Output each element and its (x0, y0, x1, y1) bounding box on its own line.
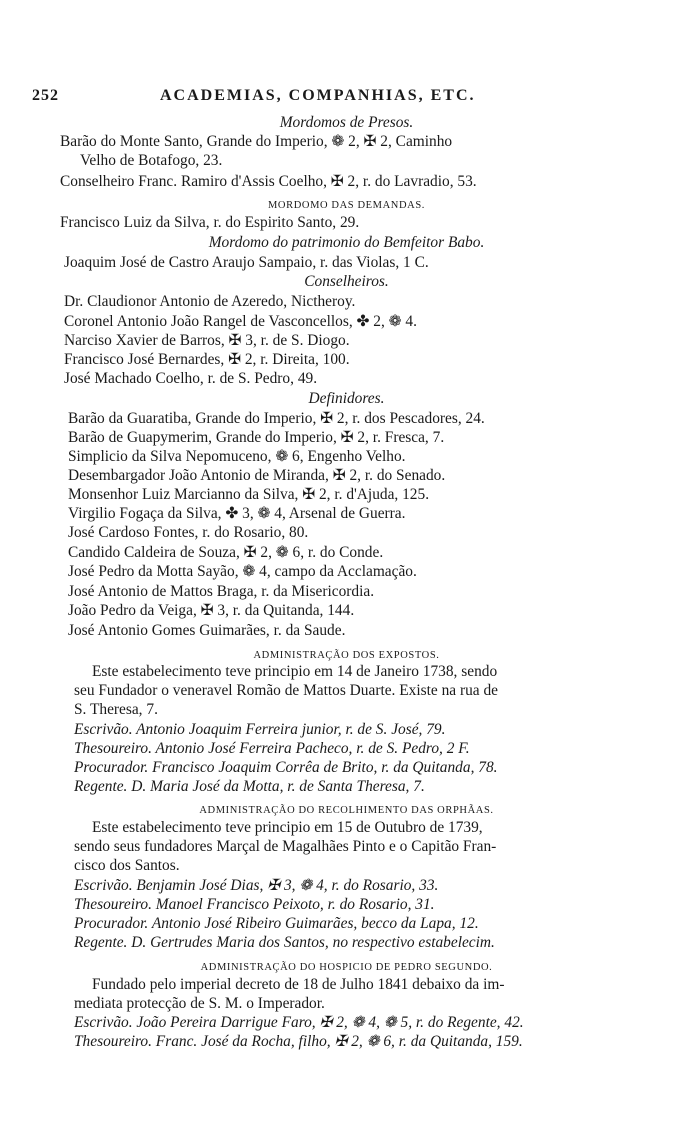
text-line: José Antonio Gomes Guimarães, r. da Saude. (68, 622, 346, 639)
text-line: José Cardoso Fontes, r. do Rosario, 80. (68, 524, 309, 541)
text-line: Barão da Guaratiba, Grande do Imperio, ✠ 2, r. dos Pescadores, 24. (68, 410, 485, 427)
text-line: Dr. Claudionor Antonio de Azeredo, Nictheroy. (64, 293, 356, 310)
text-line: mediata protecção de S. M. o Imperador. (74, 995, 325, 1012)
text-line: seu Fundador o veneravel Romão de Mattos Duarte. Existe na rua de (74, 682, 498, 699)
text-line: Thesoureiro. Antonio José Ferreira Pacheco, r. de S. Pedro, 2 F. (74, 740, 470, 757)
text-line: S. Theresa, 7. (74, 701, 158, 718)
text-line: Escrivão. Benjamin José Dias, ✠ 3, ❁ 4, r. do Rosario, 33. (74, 877, 439, 894)
text-line: José Pedro da Motta Sayão, ❁ 4, campo da Acclamação. (68, 563, 417, 580)
text-line: Barão de Guapymerim, Grande do Imperio, ✠ 2, r. Fresca, 7. (68, 429, 445, 446)
text-line: Francisco José Bernardes, ✠ 2, r. Direita, 100. (64, 351, 350, 368)
text-line: Velho de Botafogo, 23. (80, 152, 223, 169)
text-line: João Pedro da Veiga, ✠ 3, r. da Quitanda, 144. (68, 602, 355, 619)
section-heading: Definidores. (308, 390, 385, 407)
text-line: Virgilio Fogaça da Silva, ✤ 3, ❁ 4, Arsenal de Guerra. (68, 505, 406, 522)
text-line: Procurador. Antonio José Ribeiro Guimarães, becco da Lapa, 12. (74, 915, 479, 932)
text-line: Fundado pelo imperial decreto de 18 de Julho 1841 debaixo da im- (92, 976, 505, 993)
text-line: Escrivão. João Pereira Darrigue Faro, ✠ 2, ❁ 4, ❁ 5, r. do Regente, 42. (74, 1014, 524, 1031)
text-line: Este estabelecimento teve principio em 15 de Outubro de 1739, (92, 819, 483, 836)
text-line: Narciso Xavier de Barros, ✠ 3, r. de S. Diogo. (64, 332, 350, 349)
text-line: sendo seus fundadores Marçal de Magalhães Pinto e o Capitão Fran- (74, 838, 497, 855)
text-line: José Antonio de Mattos Braga, r. da Misericordia. (68, 583, 375, 600)
text-line: Coronel Antonio João Rangel de Vasconcellos, ✤ 2, ❁ 4. (64, 313, 417, 330)
text-line: Este estabelecimento teve principio em 14 de Janeiro 1738, sendo (92, 663, 498, 680)
text-line: cisco dos Santos. (74, 857, 180, 874)
section-heading: MORDOMO DAS DEMANDAS. (268, 200, 425, 211)
text-line: Conselheiro Franc. Ramiro d'Assis Coelho, ✠ 2, r. do Lavradio, 53. (60, 173, 477, 190)
section-heading: Mordomo do patrimonio do Bemfeitor Babo. (208, 234, 485, 251)
section-heading: ADMINISTRAÇÃO DO RECOLHIMENTO DAS ORPHÃAS. (199, 805, 494, 816)
text-line: Joaquim José de Castro Araujo Sampaio, r. das Violas, 1 C. (64, 254, 429, 271)
text-line: Regente. D. Gertrudes Maria dos Santos, no respectivo estabelecim. (74, 934, 495, 951)
section-heading: Conselheiros. (304, 273, 389, 290)
section-heading: Mordomos de Presos. (279, 114, 414, 131)
text-line: Francisco Luiz da Silva, r. do Espirito Santo, 29. (60, 214, 360, 231)
page-number: 252 (32, 87, 59, 104)
text-line: Monsenhor Luiz Marcianno da Silva, ✠ 2, r. d'Ajuda, 125. (68, 486, 430, 503)
text-line: Desembargador João Antonio de Miranda, ✠ 2, r. do Senado. (68, 467, 446, 484)
section-heading: ADMINISTRAÇÃO DO HOSPICIO DE PEDRO SEGUNDO. (200, 962, 493, 973)
text-line: Regente. D. Maria José da Motta, r. de Santa Theresa, 7. (74, 778, 425, 795)
text-line: Thesoureiro. Franc. José da Rocha, filho, ✠ 2, ❁ 6, r. da Quitanda, 159. (74, 1033, 523, 1050)
text-line: Escrivão. Antonio Joaquim Ferreira junior, r. de S. José, 79. (74, 721, 446, 738)
text-line: Simplicio da Silva Nepomuceno, ❁ 6, Engenho Velho. (68, 448, 406, 465)
text-line: Procurador. Francisco Joaquim Corrêa de Brito, r. da Quitanda, 78. (74, 759, 498, 776)
section-heading: ADMINISTRAÇÃO DOS EXPOSTOS. (253, 650, 440, 661)
running-title: ACADEMIAS, COMPANHIAS, ETC. (160, 87, 476, 104)
text-line: Barão do Monte Santo, Grande do Imperio, ❁ 2, ✠ 2, Caminho (60, 133, 453, 150)
text-line: José Machado Coelho, r. de S. Pedro, 49. (64, 370, 318, 387)
text-line: Candido Caldeira de Souza, ✠ 2, ❁ 6, r. do Conde. (68, 544, 384, 561)
text-line: Thesoureiro. Manoel Francisco Peixoto, r. do Rosario, 31. (74, 896, 435, 913)
